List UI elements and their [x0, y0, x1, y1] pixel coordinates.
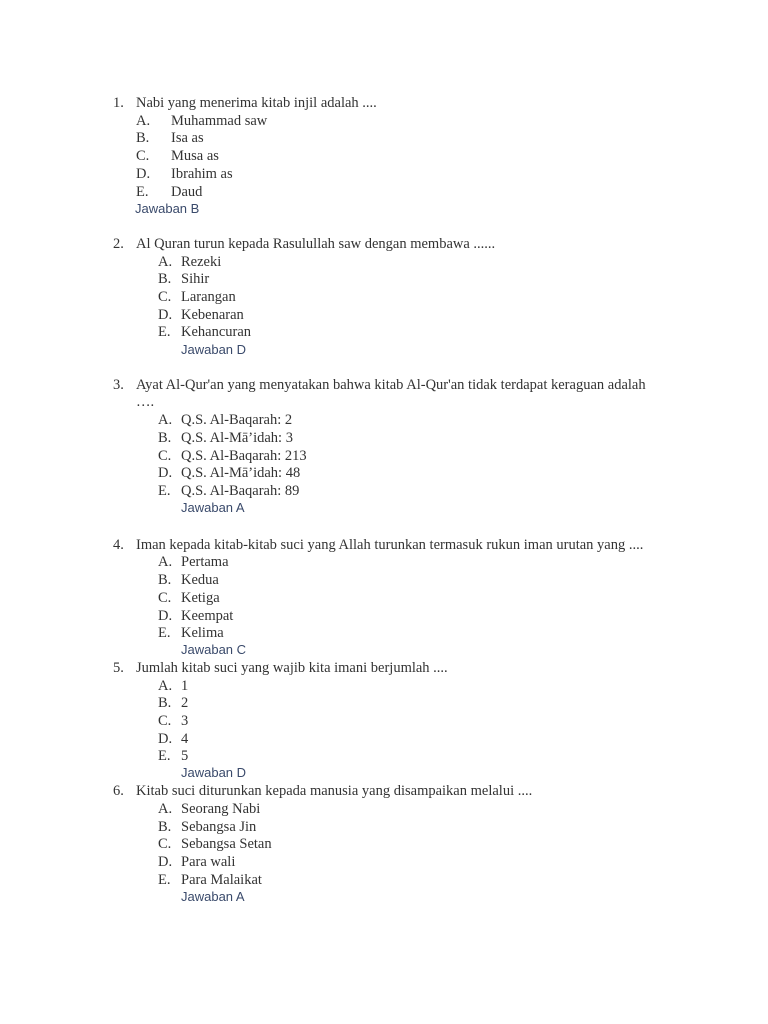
- option-text: Q.S. Al-Baqarah: 89: [181, 483, 300, 499]
- question-text-continuation: ….: [136, 394, 155, 410]
- option-text: Muhammad saw: [171, 113, 268, 129]
- option-text: Ibrahim as: [171, 166, 233, 182]
- answer-key: Jawaban A: [181, 889, 245, 904]
- option-text: Kelima: [181, 625, 224, 641]
- option-text: Para wali: [181, 854, 236, 870]
- option-letter: B.: [158, 430, 172, 446]
- question-number: 3.: [113, 377, 124, 393]
- option-letter: B.: [158, 271, 172, 287]
- option-text: Sihir: [181, 271, 210, 287]
- option-letter: C.: [136, 148, 150, 164]
- option-letter: C.: [158, 836, 172, 852]
- option-letter: E.: [136, 184, 149, 200]
- question-text: Al Quran turun kepada Rasulullah saw dengan membawa ......: [136, 236, 496, 252]
- option-letter: B.: [158, 572, 172, 588]
- option-letter: C.: [158, 448, 172, 464]
- option-letter: A.: [158, 254, 173, 270]
- option-text: Larangan: [181, 289, 236, 305]
- option-text: Seorang Nabi: [181, 801, 261, 817]
- option-text: Ketiga: [181, 590, 220, 606]
- option-text: Isa as: [171, 130, 204, 146]
- question-number: 2.: [113, 236, 124, 252]
- option-text: 1: [181, 678, 189, 694]
- option-text: Q.S. Al-Mā’idah: 3: [181, 430, 293, 446]
- question-text: Jumlah kitab suci yang wajib kita imani berjumlah ....: [136, 660, 448, 676]
- option-text: Rezeki: [181, 254, 222, 270]
- option-letter: C.: [158, 289, 172, 305]
- answer-key: Jawaban A: [181, 500, 245, 515]
- option-letter: A.: [158, 678, 173, 694]
- option-text: Kebenaran: [181, 307, 244, 323]
- option-letter: E.: [158, 748, 171, 764]
- option-text: Kedua: [181, 572, 219, 588]
- question-number: 4.: [113, 537, 124, 553]
- option-letter: D.: [158, 731, 173, 747]
- answer-key: Jawaban D: [181, 765, 247, 780]
- option-letter: D.: [158, 608, 173, 624]
- option-text: Sebangsa Setan: [181, 836, 272, 852]
- option-text: Musa as: [171, 148, 219, 164]
- option-letter: B.: [158, 819, 172, 835]
- option-text: Sebangsa Jin: [181, 819, 257, 835]
- option-letter: E.: [158, 324, 171, 340]
- option-text: 2: [181, 695, 189, 711]
- option-letter: D.: [158, 465, 173, 481]
- option-letter: B.: [136, 130, 150, 146]
- answer-key: Jawaban B: [135, 201, 200, 216]
- question-text: Nabi yang menerima kitab injil adalah ....: [136, 95, 377, 111]
- option-letter: C.: [158, 590, 172, 606]
- option-letter: E.: [158, 625, 171, 641]
- option-text: Daud: [171, 184, 203, 200]
- option-letter: E.: [158, 872, 171, 888]
- option-text: Q.S. Al-Baqarah: 2: [181, 412, 293, 428]
- option-text: 4: [181, 731, 189, 747]
- option-text: Para Malaikat: [181, 872, 262, 888]
- option-text: Q.S. Al-Baqarah: 213: [181, 448, 307, 464]
- option-text: Kehancuran: [181, 324, 252, 340]
- option-text: Q.S. Al-Mā’idah: 48: [181, 465, 301, 481]
- option-letter: C.: [158, 713, 172, 729]
- question-text: Kitab suci diturunkan kepada manusia yang disampaikan melalui ....: [136, 783, 533, 799]
- option-letter: A.: [136, 113, 151, 129]
- option-letter: A.: [158, 412, 173, 428]
- question-number: 6.: [113, 783, 124, 799]
- option-letter: B.: [158, 695, 172, 711]
- option-text: 3: [181, 713, 189, 729]
- answer-key: Jawaban C: [181, 642, 247, 657]
- option-text: 5: [181, 748, 189, 764]
- option-letter: A.: [158, 801, 173, 817]
- option-text: Keempat: [181, 608, 234, 624]
- question-text: Ayat Al-Qur'an yang menyatakan bahwa kitab Al-Qur'an tidak terdapat keraguan adalah: [136, 377, 646, 393]
- question-text: Iman kepada kitab-kitab suci yang Allah turunkan termasuk rukun iman urutan yang ....: [136, 537, 644, 553]
- option-text: Pertama: [181, 554, 229, 570]
- option-letter: D.: [158, 854, 173, 870]
- option-letter: E.: [158, 483, 171, 499]
- option-letter: A.: [158, 554, 173, 570]
- option-letter: D.: [136, 166, 151, 182]
- option-letter: D.: [158, 307, 173, 323]
- answer-key: Jawaban D: [181, 342, 247, 357]
- question-number: 1.: [113, 95, 124, 111]
- question-number: 5.: [113, 660, 124, 676]
